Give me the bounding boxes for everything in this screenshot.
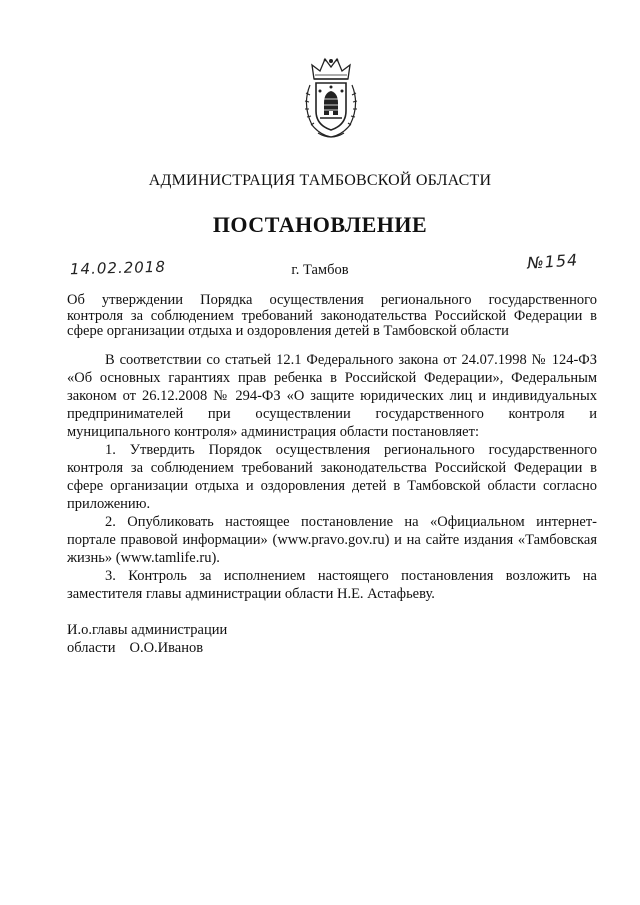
handwritten-date: 14.02.2018	[69, 257, 167, 279]
signatory-title: И.о.главы администрации	[67, 622, 228, 638]
organization-name: АДМИНИСТРАЦИЯ ТАМБОВСКОЙ ОБЛАСТИ	[148, 172, 492, 189]
handwritten-document-number: №154	[526, 250, 579, 273]
subject-line: контроля за соблюдением требований законодательства Российской Федерации в	[67, 307, 597, 324]
document-type-title: ПОСТАНОВЛЕНИЕ	[212, 212, 428, 237]
city-label: г. Тамбов	[291, 262, 349, 278]
subject-line: Об утверждении Порядка осуществления регионального государственного	[67, 292, 597, 308]
signature-block	[67, 621, 227, 657]
signatory-row	[67, 639, 227, 657]
coat-of-arms-icon	[300, 55, 362, 141]
subject-line: сфере организации отдыха и оздоровления детей в Тамбовской области	[67, 323, 509, 339]
signatory-title-cont: области	[67, 640, 116, 656]
signatory-name: О.О.Иванов	[129, 640, 204, 656]
preamble-paragraph: В соответствии со статьей 12.1 Федерального закона от 24.07.1998 № 124-ФЗ «Об основных гарантиях прав ребенка в Российской Федерации», Федеральным законом от 26.12.2008 № 294-ФЗ «О защите юридических лиц и индивидуальных предпринимателей при осуществлении государственного контроля и муниципального контроля» администрация области постановляет:	[67, 352, 597, 440]
document-body	[67, 351, 597, 603]
item-2-paragraph: 2. Опубликовать настоящее постановление на «Официальном интернет-портале правовой информации» (www.pravo.gov.ru) и на сайте издания «Тамбовская жизнь» (www.tamlife.ru).	[67, 514, 597, 566]
item-1-paragraph: 1. Утвердить Порядок осуществления регионального государственного контроля за соблюдением требований законодательства Российской Федерации в сфере организации отдыха и оздоровления детей в Тамбовской области согласно приложению.	[67, 442, 597, 512]
document-subject	[67, 293, 597, 340]
item-3-paragraph: 3. Контроль за исполнением настоящего постановления возложить на заместителя главы администрации области Н.Е. Астафьеву.	[67, 568, 597, 602]
